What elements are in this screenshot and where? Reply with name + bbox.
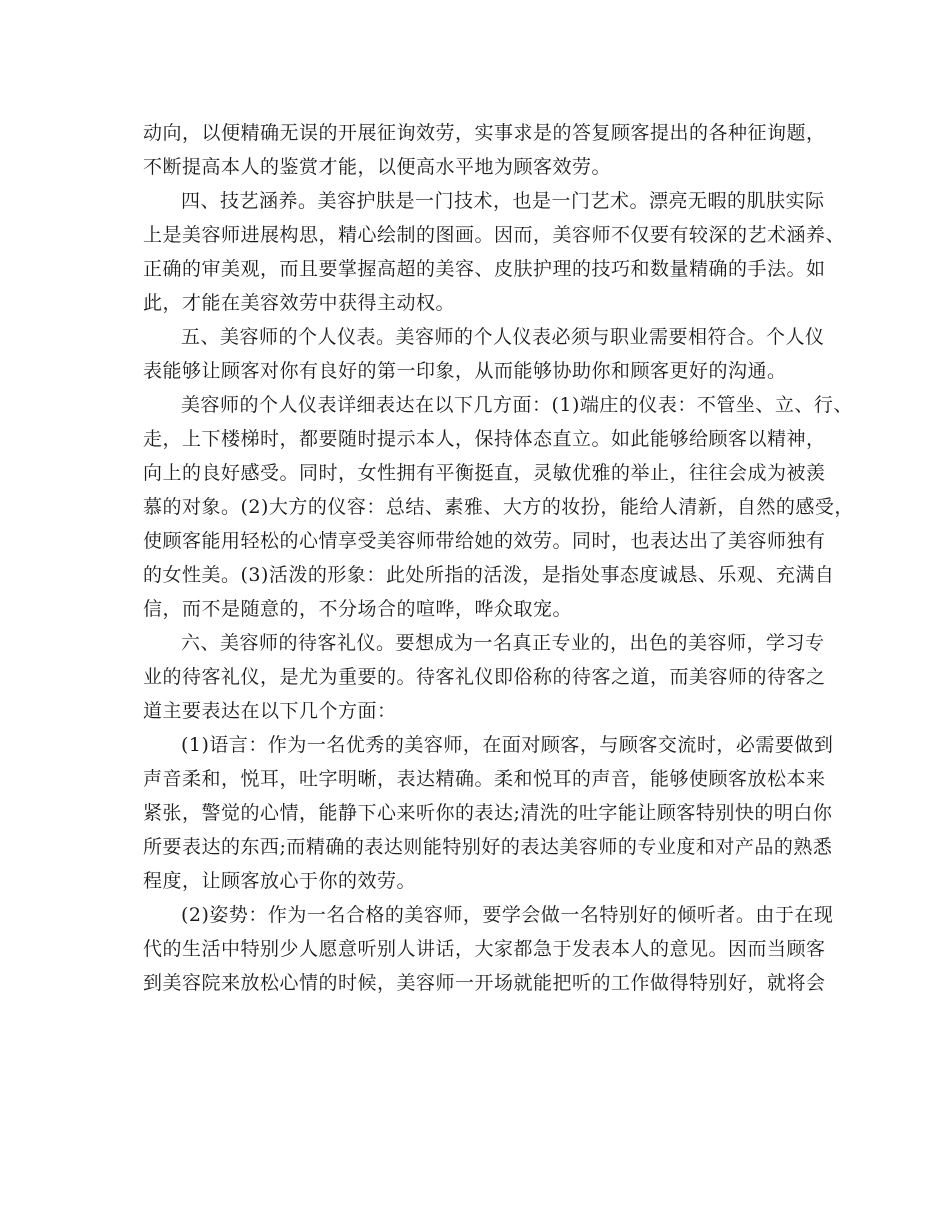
text-line: 程度，让顾客放心于你的效劳。	[143, 870, 417, 892]
text-line: 上是美容师进展构思，精心绘制的图画。因而，美容师不仅要有较深的艺术涵养、	[143, 224, 846, 246]
text-line: 向上的良好感受。同时，女性拥有平衡挺直，灵敏优雅的举止，往往会成为被羡	[143, 462, 826, 484]
text-line: 表能够让顾客对你有良好的第一印象，从而能够协助你和顾客更好的沟通。	[143, 360, 787, 382]
text-line: 走，上下楼梯时，都要随时提示本人，保持体态直立。如此能够给顾客以精神，	[143, 428, 826, 450]
text-line: 业的待客礼仪，是尤为重要的。待客礼仪即俗称的待客之道，而美容师的待客之	[143, 666, 826, 688]
paragraph-start-line: (2)姿势：作为一名合格的美容师，要学会做一名特别好的倾听者。由于在现	[181, 904, 834, 926]
document-body	[143, 116, 854, 1000]
text-line: 声音柔和，悦耳，吐字明晰，表达精确。柔和悦耳的声音，能够使顾客放松本来	[143, 768, 826, 790]
text-line: 使顾客能用轻松的心情享受美容师带给她的效劳。同时，也表达出了美容师独有	[143, 530, 826, 552]
text-line: 慕的对象。(2)大方的仪容：总结、素雅、大方的妆扮，能给人清新，自然的感受，	[143, 496, 854, 518]
text-line: 所要表达的东西;而精确的表达则能特别好的表达美容师的专业度和对产品的熟悉	[143, 836, 833, 858]
text-line: 不断提高本人的鉴赏才能，以便高水平地为顾客效劳。	[143, 156, 612, 178]
paragraph-start-line: 四、技艺涵养。美容护肤是一门技术，也是一门艺术。漂亮无暇的肌肤实际	[181, 190, 825, 212]
text-line: 的女性美。(3)活泼的形象：此处所指的活泼，是指处事态度诚恳、乐观、充满自	[143, 564, 835, 586]
text-line: 到美容院来放松心情的时候，美容师一开场就能把听的工作做得特别好，就将会	[143, 972, 826, 994]
paragraph-start-line: (1)语言：作为一名优秀的美容师，在面对顾客，与顾客交流时，必需要做到	[181, 734, 834, 756]
text-line: 紧张，警觉的心情，能静下心来听你的表达;清洗的吐字能让顾客特别快的明白你	[143, 802, 833, 824]
text-line: 正确的审美观，而且要掌握高超的美容、皮肤护理的技巧和数量精确的手法。如	[143, 258, 826, 280]
text-line: 代的生活中特别少人愿意听别人讲话，大家都急于发表本人的意见。因而当顾客	[143, 938, 826, 960]
text-line: 信，而不是随意的，不分场合的喧哗，哗众取宠。	[143, 598, 573, 620]
text-line: 此，才能在美容效劳中获得主动权。	[143, 292, 456, 314]
text-line: 道主要表达在以下几个方面：	[143, 700, 397, 722]
paragraph-start-line: 美容师的个人仪表详细表达在以下几方面：(1)端庄的仪表：不管坐、立、行、	[181, 394, 853, 416]
paragraph-start-line: 六、美容师的待客礼仪。要想成为一名真正专业的，出色的美容师，学习专	[181, 632, 825, 654]
paragraph-start-line: 五、美容师的个人仪表。美容师的个人仪表必须与职业需要相符合。个人仪	[181, 326, 825, 348]
text-line: 动向，以便精确无误的开展征询效劳，实事求是的答复顾客提出的各种征询题，	[143, 122, 826, 144]
